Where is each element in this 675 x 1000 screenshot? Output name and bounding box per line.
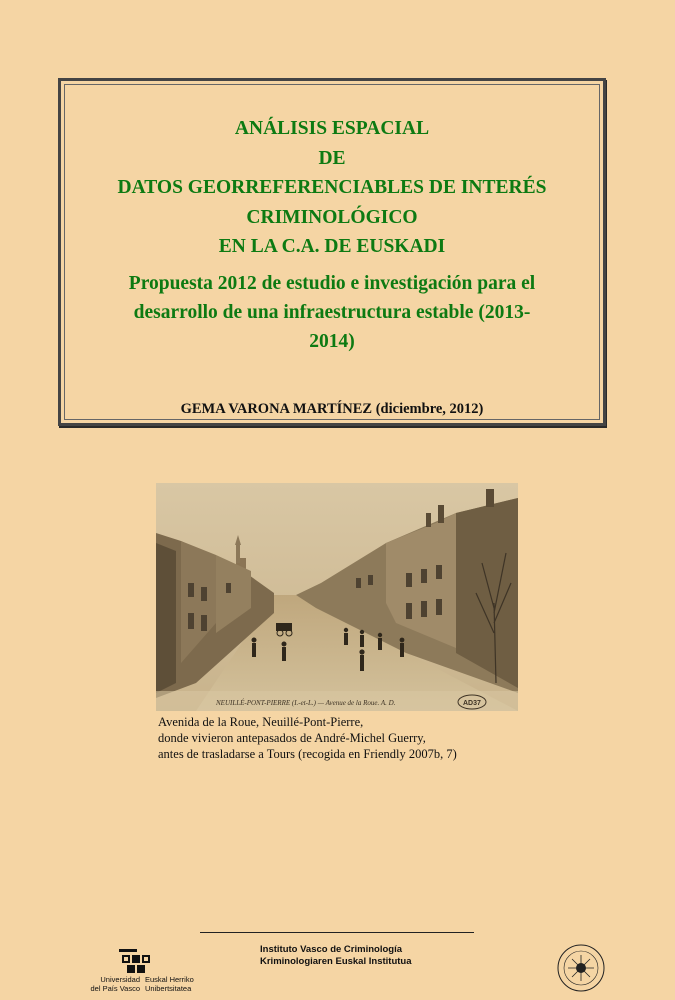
university-label-line: del País Vasco: [90, 983, 140, 993]
university-logo-icon: [119, 947, 153, 975]
institute-name-eu: Kriminologiaren Euskal Institutua: [260, 956, 412, 967]
university-label-line: Universidad: [100, 975, 140, 984]
document-subtitle: [62, 269, 602, 356]
institute-name: [260, 944, 412, 968]
caption-line: donde vivieron antepasados de André-Michel Guerry,: [158, 731, 426, 745]
title-line: CRIMINOLÓGICO: [246, 206, 418, 228]
photo-caption: [158, 714, 538, 762]
university-label-line: Unibertsitatea: [145, 983, 192, 993]
document-title: [62, 114, 602, 262]
author-line: GEMA VARONA MARTÍNEZ (diciembre, 2012): [180, 401, 484, 417]
title-line: EN LA C.A. DE EUSKADI: [218, 236, 446, 257]
title-line: ANÁLISIS ESPACIAL: [234, 118, 430, 139]
subtitle-line: Propuesta 2012 de estudio e investigación para el: [128, 273, 536, 294]
caption-line: Avenida de la Roue, Neuillé-Pont-Pierre,: [158, 715, 364, 729]
postcard-text: NEUILLÉ-PONT-PIERRE (I.-et-L.) — Avenue de la Roue. A. D.: [216, 699, 396, 707]
university-name-eu: [145, 976, 205, 993]
subtitle-line: 2014): [309, 331, 355, 352]
title-line: DATOS GEORREFERENCIABLES DE INTERÉS: [117, 177, 547, 198]
institute-name-es: Instituto Vasco de Criminología: [260, 944, 402, 955]
street-postcard-photo: [156, 483, 518, 711]
subtitle-line: desarrollo de una infraestructura estable (2013-: [133, 302, 531, 323]
postcard-stamp: AD37: [463, 700, 481, 707]
university-label-line: Euskal Herriko: [145, 975, 194, 984]
caption-line: antes de trasladarse a Tours (recogida en Friendly 2007b, 7): [158, 747, 457, 761]
university-name-es: [88, 976, 140, 993]
footer-divider: [200, 932, 474, 933]
title-line: DE: [318, 147, 346, 169]
institute-seal-icon: [556, 943, 606, 993]
